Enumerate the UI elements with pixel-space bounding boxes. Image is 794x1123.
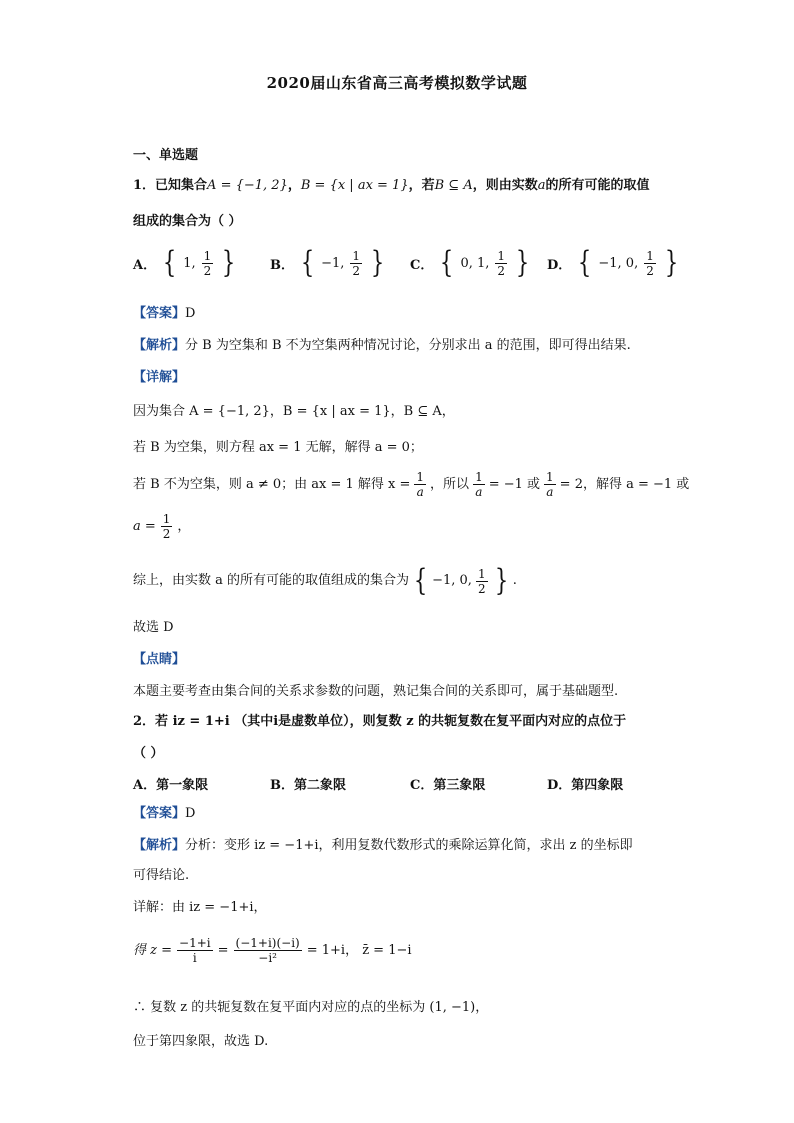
q1-stem-line1 xyxy=(133,176,673,196)
q2-option-d: D．第四象限 xyxy=(547,778,624,793)
numerator: 1 xyxy=(352,248,361,263)
fraction-1-over-a xyxy=(473,470,485,499)
equals: = xyxy=(217,942,229,958)
denominator: a xyxy=(416,485,424,499)
numerator: 1 xyxy=(477,566,486,581)
q1-var-a: a xyxy=(537,178,546,193)
q2-analysis-line2: 可得结论. xyxy=(133,868,190,883)
detail-text: 若 B 不为空集，则 a ≠ 0；由 ax = 1 解得 x = xyxy=(133,476,411,492)
denominator: 2 xyxy=(352,263,361,278)
answer-value: D xyxy=(185,806,196,821)
q1-stem-tail: ，则由实数 xyxy=(472,178,538,193)
right-brace: } xyxy=(370,245,385,280)
q1-detail-line1: 因为集合 A = {−1, 2}，B = {x | ax = 1}，B ⊆ A， xyxy=(133,404,455,419)
right-brace: } xyxy=(222,245,236,280)
answer-tag: 【答案】 xyxy=(133,806,186,821)
fraction-1 xyxy=(177,936,213,965)
denominator: −i² xyxy=(258,951,277,965)
q2-detail-line2 xyxy=(133,936,673,965)
denominator: a xyxy=(546,485,554,499)
fraction-half xyxy=(161,512,173,541)
analysis-tag: 【解析】 xyxy=(133,838,186,853)
option-values: 0, 1, xyxy=(460,255,490,271)
q1-set-a: A = {−1, 2} xyxy=(207,178,288,193)
q1-if: ，若 xyxy=(408,178,435,193)
denominator: 2 xyxy=(203,263,212,278)
q1-detail-line3 xyxy=(133,470,690,499)
set-values: −1, 0, xyxy=(432,573,472,588)
denominator: 2 xyxy=(497,263,506,278)
left-brace: { xyxy=(162,245,177,280)
fraction xyxy=(495,249,507,278)
q1-comment: 本题主要考查由集合间的关系求参数的问题，熟记集合间的关系即可，属于基础题型. xyxy=(133,684,619,699)
fraction xyxy=(202,249,214,278)
left-brace: { xyxy=(413,563,428,598)
numerator: 1 xyxy=(416,470,425,484)
denominator: 2 xyxy=(162,527,171,541)
fraction-1-over-a xyxy=(544,470,556,499)
analysis-text: 分析：变形 iz = −1+i，利用复数代数形式的乘除运算化简，求出 z 的坐标即 xyxy=(185,838,633,853)
detail-text: a = xyxy=(133,518,156,534)
q1-option-a xyxy=(133,245,238,280)
option-label: B． xyxy=(270,257,294,273)
numerator: 1 xyxy=(546,470,554,484)
q1-option-d xyxy=(547,245,681,280)
fraction-2 xyxy=(234,936,302,965)
q1-detail-line5 xyxy=(133,563,673,598)
numerator: 1 xyxy=(475,470,483,484)
q1-detail-tag: 【详解】 xyxy=(133,370,186,385)
option-values: −1, xyxy=(321,255,345,271)
numerator: −1+i xyxy=(179,936,211,950)
numerator: 1 xyxy=(497,248,506,263)
denominator: i xyxy=(192,951,197,965)
detail-text: = 2，解得 a = −1 或 xyxy=(559,476,690,492)
left-brace: { xyxy=(578,245,592,280)
answer-tag: 【答案】 xyxy=(133,306,186,321)
q1-comma: ， xyxy=(287,178,301,193)
q1-stem-end: 的所有可能的取值 xyxy=(545,178,650,193)
answer-value: D xyxy=(185,306,196,321)
q1-stem-start: 1．已知集合 xyxy=(133,178,208,193)
q1-stem-line2: 组成的集合为（ ） xyxy=(133,214,242,229)
fraction-1-over-a xyxy=(414,470,426,499)
numerator: (−1+i)(−i) xyxy=(235,936,300,950)
q2-detail-line4: 位于第四象限，故选 D. xyxy=(133,1034,269,1049)
right-brace: } xyxy=(664,245,679,280)
detail-text: 综上，由实数 a 的所有可能的取值组成的集合为 xyxy=(133,573,410,588)
detail-text: 得 z = xyxy=(133,942,173,958)
page-title: 2020届山东省高三高考模拟数学试题 xyxy=(266,74,528,92)
option-label: C． xyxy=(410,257,434,273)
option-values: −1, 0, xyxy=(598,255,639,271)
denominator: 2 xyxy=(646,263,654,278)
fraction xyxy=(644,249,656,278)
fraction-half xyxy=(476,567,488,596)
q1-set-b: B = {x | ax = 1} xyxy=(300,178,409,193)
detail-text: = 1+i， z̄ = 1−i xyxy=(306,942,412,958)
q1-detail-line2: 若 B 为空集，则方程 ax = 1 无解，解得 a = 0； xyxy=(133,440,423,455)
q2-detail-line3: ∴ 复数 z 的共轭复数在复平面内对应的点的坐标为 (1, −1)， xyxy=(133,1000,489,1015)
q1-comment-tag: 【点睛】 xyxy=(133,652,186,667)
detail-text: = −1 或 xyxy=(488,476,541,492)
q1-detail-line6: 故选 D xyxy=(133,620,174,635)
q2-analysis xyxy=(133,836,673,856)
q2-option-a: A．第一象限 xyxy=(133,778,209,793)
detail-text: ， xyxy=(177,518,191,534)
denominator: a xyxy=(475,485,483,499)
right-brace: } xyxy=(494,563,508,598)
numerator: 1 xyxy=(203,248,212,263)
analysis-tag: 【解析】 xyxy=(133,338,186,353)
fraction xyxy=(350,249,362,278)
detail-text: ，所以 xyxy=(430,476,470,492)
analysis-text: 分 B 为空集和 B 不为空集两种情况讨论，分别求出 a 的范围，即可得出结果. xyxy=(185,338,631,353)
section-heading: 一、单选题 xyxy=(133,148,199,163)
q2-answer xyxy=(133,804,673,824)
left-brace: { xyxy=(300,245,315,280)
numerator: 1 xyxy=(646,248,654,263)
q1-subset: B ⊆ A xyxy=(434,178,473,193)
option-label: D． xyxy=(547,257,572,273)
q2-detail-line1: 详解：由 iz = −1+i， xyxy=(133,900,267,915)
q1-detail-line4 xyxy=(133,512,673,541)
q1-analysis xyxy=(133,336,673,356)
left-brace: { xyxy=(440,245,454,280)
q1-answer xyxy=(133,304,673,324)
numerator: 1 xyxy=(162,512,171,526)
option-label: A． xyxy=(133,257,157,273)
q2-stem-line2: （ ） xyxy=(133,746,164,761)
q2-option-b: B．第二象限 xyxy=(270,778,346,793)
q2-option-c: C．第三象限 xyxy=(410,778,486,793)
q1-option-c xyxy=(410,245,532,280)
q1-option-b xyxy=(270,245,387,280)
q2-stem-line1: 2．若 iz = 1+i （其中i是虚数单位），则复数 z 的共轭复数在复平面内对应的点位于 xyxy=(133,714,627,729)
period: . xyxy=(512,573,517,588)
denominator: 2 xyxy=(477,581,486,596)
right-brace: } xyxy=(515,245,530,280)
option-values: 1, xyxy=(183,255,196,271)
